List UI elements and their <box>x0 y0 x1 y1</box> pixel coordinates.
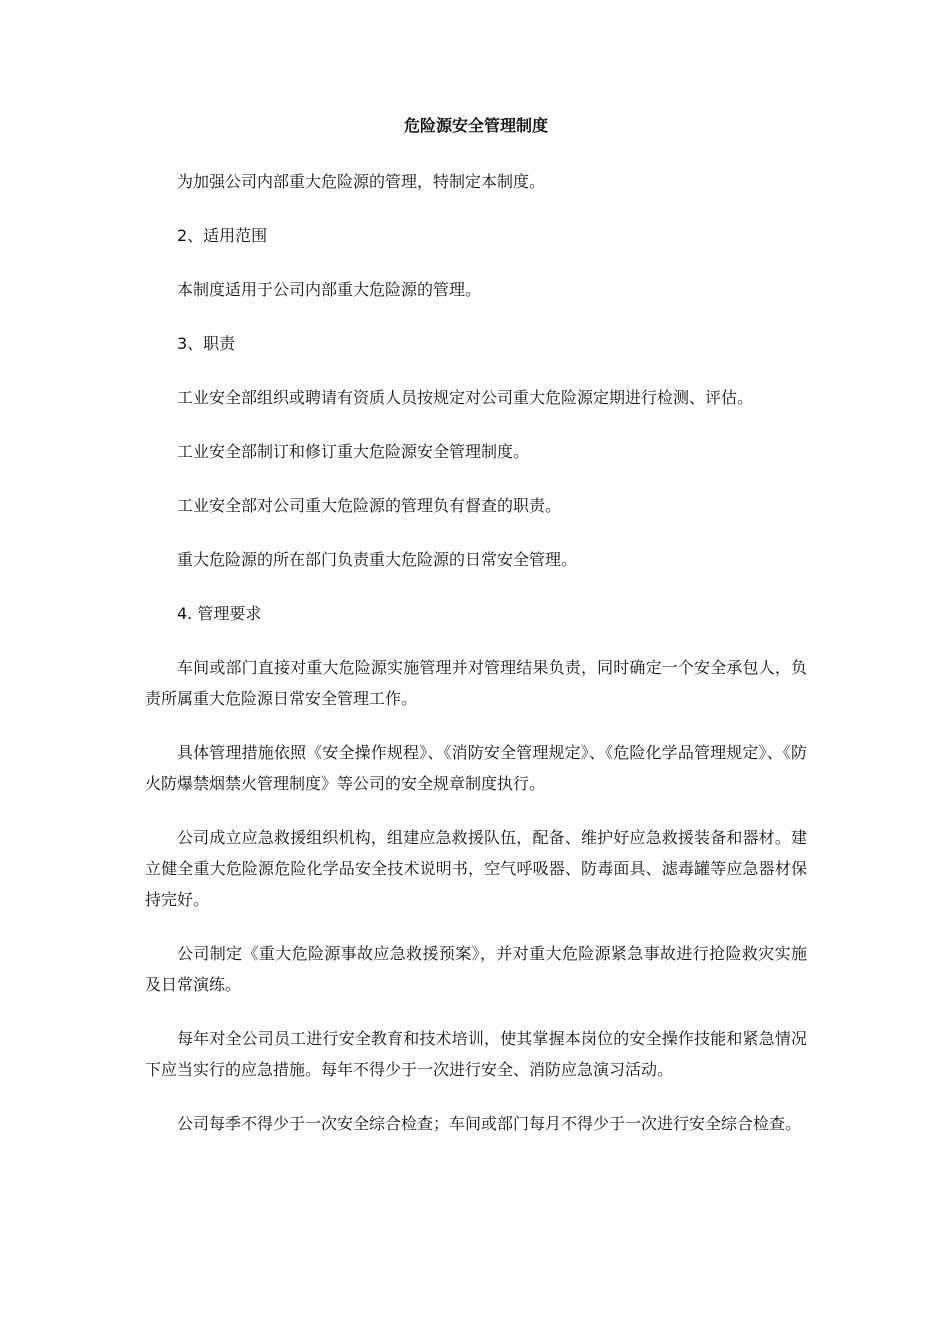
paragraph-requirement-3: 公司成立应急救援组织机构，组建应急救援队伍，配备、维护好应急救援装备和器材。建立健全重大危险源危险化学品安全技术说明书，空气呼吸器、防毒面具、滤毒罐等应急器材保持完好。 <box>145 828 807 909</box>
document-page <box>145 112 807 1162</box>
paragraph-requirement-6: 公司每季不得少于一次安全综合检查；车间或部门每月不得少于一次进行安全综合检查。 <box>177 1114 802 1133</box>
paragraph-responsibility-1: 工业安全部组织或聘请有资质人员按规定对公司重大危险源定期进行检测、评估。 <box>177 388 754 407</box>
heading-requirements: 4. 管理要求 <box>177 604 262 623</box>
paragraph-scope: 本制度适用于公司内部重大危险源的管理。 <box>177 280 482 299</box>
paragraph-requirement-2: 具体管理措施依照《安全操作规程》、《消防安全管理规定》、《危险化学品管理规定》、《防火防爆禁烟禁火管理制度》等公司的安全规章制度执行。 <box>145 743 807 793</box>
heading-scope: 2、适用范围 <box>177 226 268 245</box>
document-title: 危险源安全管理制度 <box>403 116 548 135</box>
paragraph-requirement-5: 每年对全公司员工进行安全教育和技术培训，使其掌握本岗位的安全操作技能和紧急情况下应当实行的应急措施。每年不得少于一次进行安全、消防应急演习活动。 <box>145 1029 807 1079</box>
paragraph-requirement-1: 车间或部门直接对重大危险源实施管理并对管理结果负责，同时确定一个安全承包人，负责所属重大危险源日常安全管理工作。 <box>145 658 807 708</box>
paragraph-responsibility-3: 工业安全部对公司重大危险源的管理负有督查的职责。 <box>177 496 562 515</box>
paragraph-responsibility-2: 工业安全部制订和修订重大危险源安全管理制度。 <box>177 442 530 461</box>
heading-responsibilities: 3、职责 <box>177 334 236 353</box>
paragraph-responsibility-4: 重大危险源的所在部门负责重大危险源的日常安全管理。 <box>177 550 578 569</box>
paragraph-purpose: 为加强公司内部重大危险源的管理，特制定本制度。 <box>177 172 546 191</box>
paragraph-requirement-4: 公司制定《重大危险源事故应急救援预案》，并对重大危险源紧急事故进行抢险救灾实施及日常演练。 <box>145 944 807 994</box>
